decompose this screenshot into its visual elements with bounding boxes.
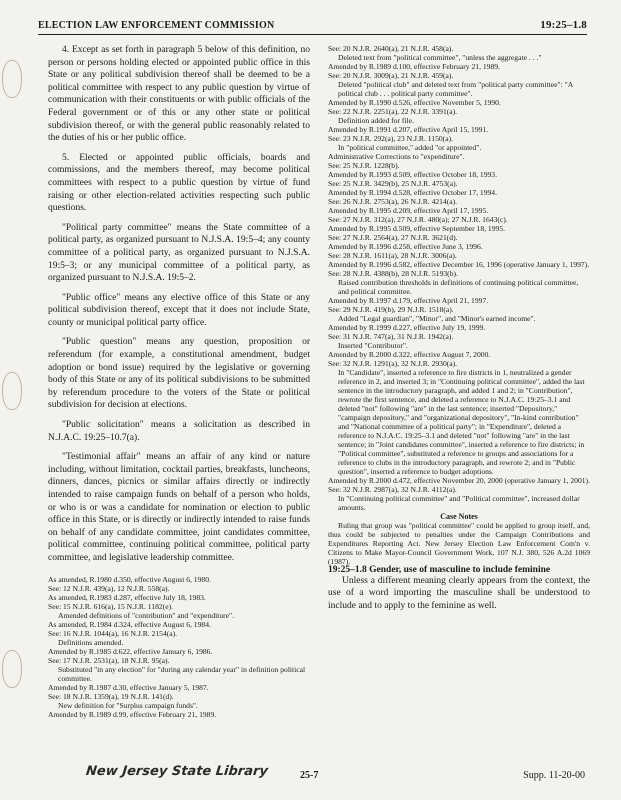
history-line: See: 28 N.J.R. 4388(b), 28 N.J.R. 5193(b). [328,269,458,278]
page-footer [0,760,621,790]
punch-hole-mark [2,372,22,410]
definition-paragraph: 5. Elected or appointed public officials, boards and commissions, and the members thereof, may become political committees with respect to a public question by virtue of fund raising or other election-related activities respecting such public questions. [48,152,310,214]
history-line: Definition added for file. [338,116,414,125]
history-line: Amended by R.2000 d.322, effective August 7, 2000. [328,350,491,359]
history-line: See: 20 N.J.R. 2640(a), 21 N.J.R. 458(a). [328,44,454,53]
history-line: Definitions amended. [58,637,124,647]
history-line: Amended by R.1993 d.509, effective October 18, 1993. [328,170,497,179]
running-header [38,18,587,35]
definition-political-party-committee: "Political party committee" means the State committee of a political party, as organized pursuant to N.J.S.A. 19:5–4; any county committee of a political party, as organized pursuant to N.J.S.A. 19:5–3; or any municipal committee of a political party, as organized pursuant to N.J.S.A. 19:5–2. [48,222,310,284]
amendment-history-continued [328,44,590,512]
left-column [48,44,310,719]
history-line: Administrative Corrections to "expenditure". [328,152,465,161]
history-line: Deleted "political club" and deleted text from "political party committee": "A political club . . . political party committee". [338,80,573,98]
history-line: Raised contribution thresholds in definitions of continuing political committee, and political committee. [338,278,579,296]
history-line: Amended definitions of "contribution" and "expenditure". [58,610,235,620]
history-line: In "Candidate", inserted a reference to fire districts in 1, neutralized a gender reference in 2, and inserted 3; in "Continuing political committee", added the last sentence in the introductory paragraph, and added 1 and 2; in "Contribution", rewrote the first sentence, and deleted a reference to N.J.A.C. 19:25–3.1 and deleted "not" following "are" in the last sentence; inserted "Depository," "campaign depository," and "organizational depository", "In-kind contribution" and "National committee of a political party"; in "Expenditure", deleted a reference to N.J.A.C. 19:25–3.1 and deleted "not" following "are" in the last sentence; in "Joint candidates committee", inserted a reference to fire districts; in "Political committee", substituted a reference to groups and associations for a reference to clubs in the introductory paragraph, and rewrote 2; and in "Public question", inserted a reference to budget adoptions. [338,368,585,476]
definition-public-solicitation: "Public solicitation" means a solicitation as described in N.J.A.C. 19:25–10.7(a). [48,420,310,443]
definition-public-question: "Public question" means any question, proposition or referendum (for example, a constitutional amendment, budget adoption or bond issue) required by the legislative or governing body of this State or any of its political subdivisions to be submitted by referendum procedure to the voters of the State or political subdivision for decision at elections. [48,337,310,411]
history-line: See: 25 N.J.R. 1228(b). [328,161,400,170]
history-line: Amended by R.1991 d.207, effective April 15, 1991. [328,125,489,134]
history-line: See: 32 N.J.R. 2987(a), 32 N.J.R. 4112(a). [328,485,457,494]
history-line: See: 16 N.J.R. 1044(a), 16 N.J.R. 2154(a). [48,628,178,638]
right-column [328,44,590,612]
history-line: Amended by R.1996 d.582, effective December 16, 1996 (operative January 1, 1997). [328,260,590,269]
history-line: Amended by R.1994 d.528, effective October 17, 1994. [328,188,497,197]
section-text: Unless a different meaning clearly appears from the context, the use of a word importing the masculine shall be understood to include and to apply to the feminine as well. [328,576,590,611]
history-line: Amended by R.1995 d.509, effective September 18, 1995. [328,224,506,233]
history-line: See: 17 N.J.R. 2531(a), 18 N.J.R. 95(a). [48,655,170,665]
history-line: In "political committee," added "or appointed". [338,143,482,152]
page-number: 25-7 [300,770,319,781]
history-line: As amended, R.1983 d.287, effective July 18, 1983. [48,592,206,602]
history-line: Inserted "Contributor". [338,341,408,350]
history-line: See: 32 N.J.R. 1291(a), 32 N.J.R. 2930(a). [328,359,458,368]
history-line: Deleted text from "political committee", "unless the aggregate . . ." [338,53,542,62]
history-line: See: 27 N.J.R. 2564(a), 27 N.J.R. 3621(d). [328,233,458,242]
definition-public-office: "Public office" means any elective office of this State or any political subdivision thereof, except that it does not include State, county or municipal political party office. [48,292,310,328]
punch-hole-mark [2,650,22,688]
history-line: As amended, R.1980 d.350, effective August 6, 1980. [48,574,211,584]
history-line: See: 15 N.J.R. 616(a), 15 N.J.R. 1182(e). [48,601,174,611]
history-line: See: 22 N.J.R. 2251(a), 22 N.J.R. 3391(a). [328,107,458,116]
history-line: In "Continuing political committee" and "Political committee", increased dollar amounts. [338,494,580,512]
punch-hole-mark [2,60,22,98]
history-line: See: 31 N.J.R. 747(a), 31 N.J.R. 1942(a). [328,332,454,341]
supplement-date: Supp. 11-20-00 [523,770,585,781]
history-line: Amended by R.1989 d.99, effective February 21, 1989. [48,709,217,719]
amendment-history [48,575,310,719]
definition-paragraph: 4. Except as set forth in paragraph 5 below of this definition, no person or persons holding elected or appointed public office in this State or any political subdivision thereof shall be deemed to be a political committee with respect to any public question by virtue of communication with their constituents or with public officials of the Federal government or of this or any other state or political subdivision thereof, or with the general public reasonably related to the duties of his or her public office. [48,45,310,144]
header-title: ELECTION LAW ENFORCEMENT COMMISSION [38,20,275,31]
history-line: Substituted "in any election" for "during any calendar year" in definition political committee. [58,664,306,683]
history-line: See: 18 N.J.R. 1359(a), 19 N.J.R. 141(d). [48,691,174,701]
history-line: Amended by R.1999 d.227, effective July 19, 1999. [328,323,486,332]
history-line: Added "Legal guardian", "Minor", and "Minor's earned income". [338,314,536,323]
section-heading: 19:25–1.8 Gender, use of masculine to include feminine [328,565,551,575]
history-line: As amended, R.1984 d.324, effective August 6, 1984. [48,619,211,629]
history-line: Amended by R.2000 d.472, effective November 20, 2000 (operative January 1, 2001). [328,476,590,485]
header-section-number: 19:25–1.8 [540,19,587,31]
history-line: See: 26 N.J.R. 2753(a), 26 N.J.R. 4214(a). [328,197,458,206]
history-line: See: 23 N.J.R. 292(a), 23 N.J.R. 1150(a). [328,134,454,143]
history-line: See: 25 N.J.R. 3429(b), 25 N.J.R. 4753(a). [328,179,458,188]
definition-testimonial-affair: "Testimonial affair" means an affair of any kind or nature including, without limitation, cocktail parties, breakfasts, luncheons, dinners, dances, picnics or similar affairs directly or indirectly intended to raise campaign funds on behalf of a person who holds, or who is or was a candidate for nomination or election to public office in this State, or is directly or indirectly intended to raise funds on behalf of any candidate committee, joint candidates committee, political committee, continuing political committee, political party committee, and legislative leadership committee. [48,452,310,563]
history-line: Amended by R.1997 d.179, effective April 21, 1997. [328,296,489,305]
case-notes-title: Case Notes [440,512,478,521]
history-line: See: 12 N.J.R. 439(a), 12 N.J.R. 558(a). [48,583,170,593]
history-line: See: 27 N.J.R. 312(a), 27 N.J.R. 480(a); 27 N.J.R. 1643(c). [328,215,508,224]
history-line: New definition for "Surplus campaign funds". [58,700,198,710]
history-line: Amended by R.1996 d.258, effective June 3, 1996. [328,242,483,251]
history-line: See: 28 N.J.R. 1611(a), 28 N.J.R. 3006(a). [328,251,457,260]
case-notes-text: Ruling that group was "political committee" could be applied to group itself, and, thus could be subjected to penalties under the Campaign Contributions and Expenditures Reporting Act. New Jersey Election Law Enforcement Com'n v. Citizens to Make Mayor-Council Government Work, 107 N.J. 380, 526 A.2d 1069 (1987). [328,521,590,566]
history-line: See: 29 N.J.R. 419(b), 29 N.J.R. 1518(a). [328,305,454,314]
history-line: See: 20 N.J.R. 3009(a), 21 N.J.R. 459(a). [328,71,454,80]
history-line: Amended by R.1987 d.30, effective January 5, 1987. [48,682,209,692]
library-stamp-logo: New Jersey State Library [85,764,269,779]
history-line: Amended by R.1995 d.209, effective April 17, 1995. [328,206,489,215]
history-line: Amended by R.1989 d.100, effective February 21, 1989. [328,62,500,71]
history-line: Amended by R.1990 d.526, effective November 5, 1990. [328,98,501,107]
history-line: Amended by R.1985 d.622, effective January 6, 1986. [48,646,213,656]
